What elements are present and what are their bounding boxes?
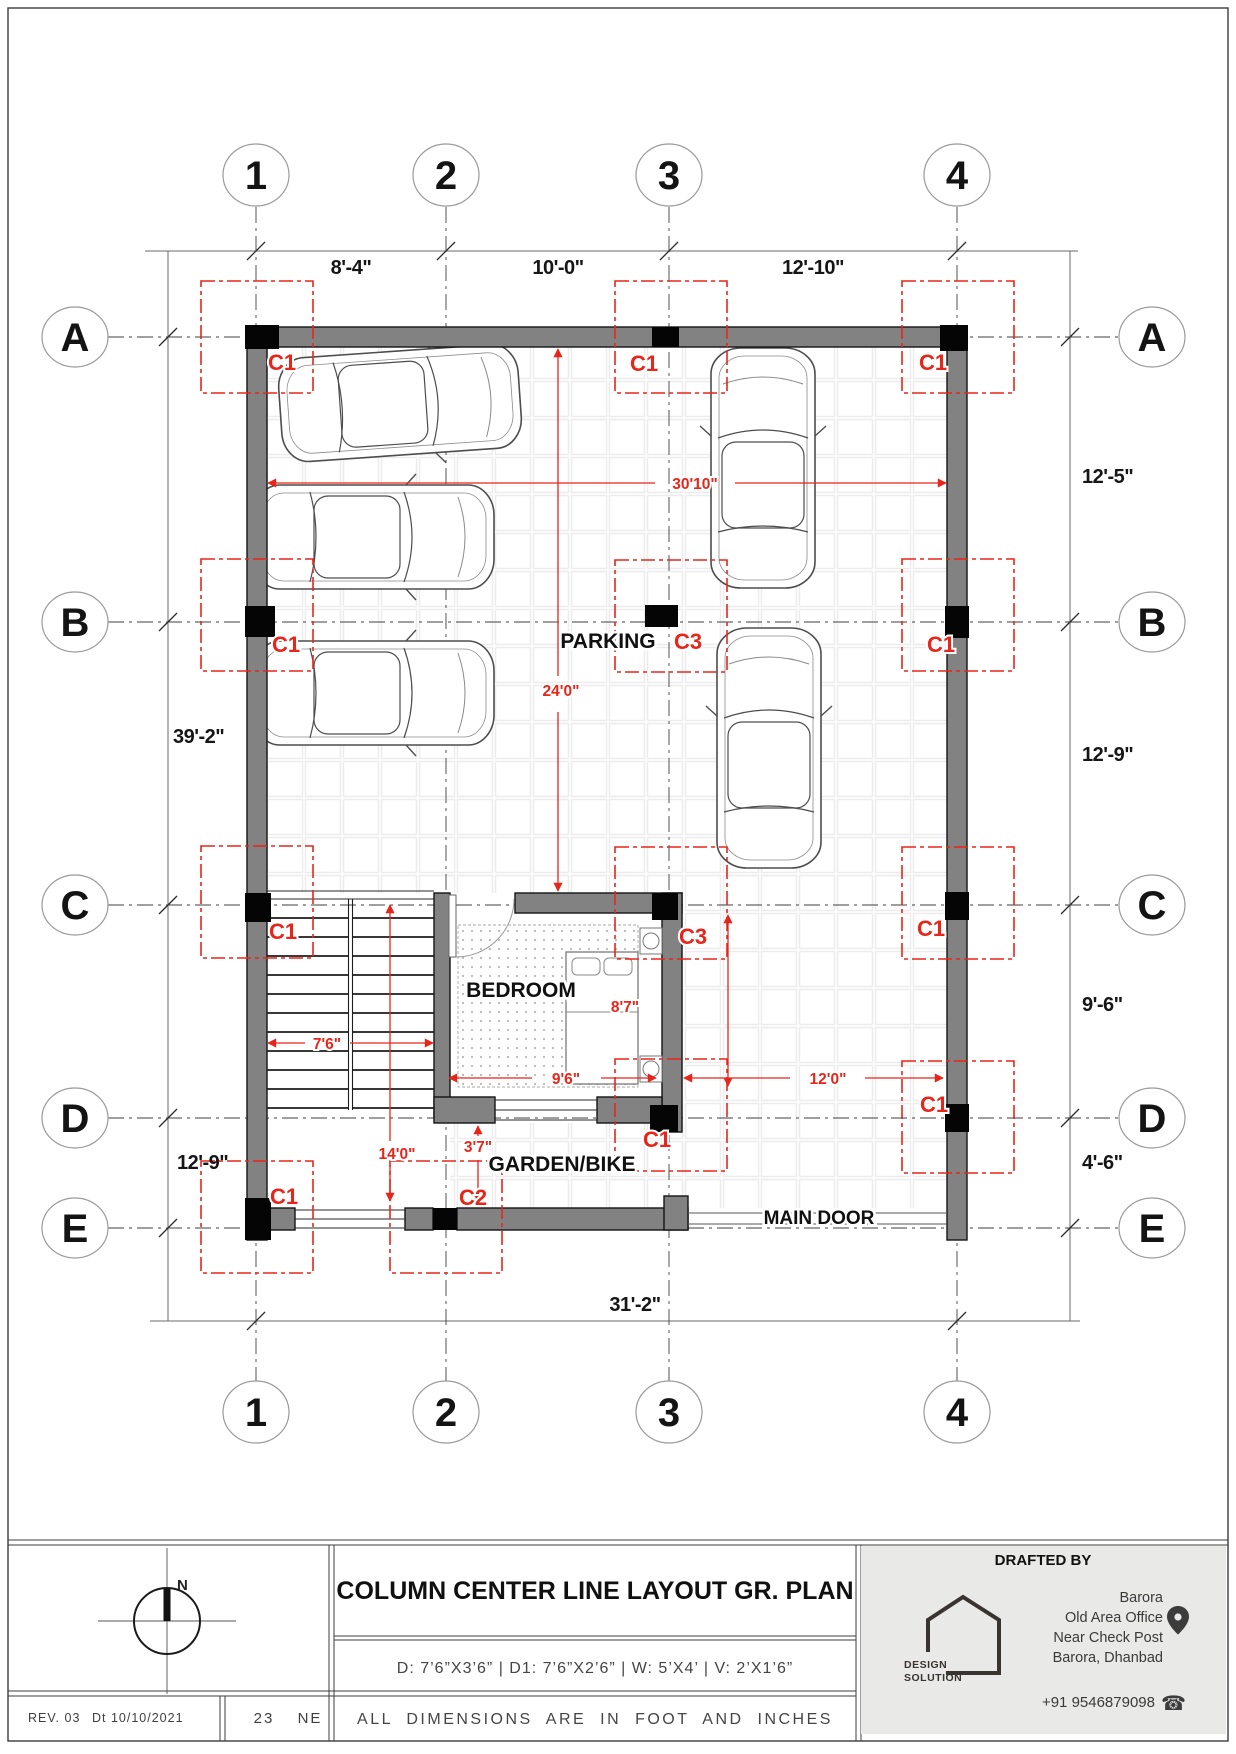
- grid-bubble-row-a-right: [1119, 307, 1185, 367]
- grid-bubble-col-1-bottom: [223, 1381, 289, 1443]
- address-line: Near Check Post: [1053, 1630, 1163, 1646]
- drafted-by-panel: [861, 1546, 1226, 1734]
- grid-bubble-col-2-top: [413, 144, 479, 206]
- grid-bubble-col-4-top: [924, 144, 990, 206]
- dim-parking-height: 24'0": [542, 683, 580, 700]
- pillow: [604, 958, 632, 975]
- svg-text:C: C: [1137, 884, 1167, 928]
- svg-text:2: 2: [434, 154, 458, 198]
- grid-bubble-row-a-left: [42, 307, 108, 367]
- column-tag: C1: [630, 351, 659, 376]
- grid-bubble-row-d-right: [1119, 1088, 1185, 1148]
- phone-icon: ☎: [1161, 1693, 1186, 1715]
- room-label-bedroom: BEDROOM: [466, 979, 576, 1002]
- title-block: [8, 1540, 1228, 1741]
- dim-bottom-left: 12'-9": [177, 1152, 229, 1174]
- svg-text:A: A: [60, 316, 90, 360]
- grid-bubble-row-e-right: [1119, 1198, 1185, 1258]
- column-tag: C1: [270, 1184, 299, 1209]
- svg-text:C: C: [60, 884, 90, 928]
- dim-top-3: 12'-10": [782, 257, 844, 279]
- grid-bubble-col-2-bottom: [413, 1381, 479, 1443]
- dim-stair-height: 14'0": [378, 1146, 416, 1163]
- north-label: N: [177, 1577, 188, 1594]
- svg-text:2: 2: [434, 1391, 458, 1435]
- dim-top-1: 8'-4": [330, 257, 372, 279]
- grid-bubble-col-3-bottom: [636, 1381, 702, 1443]
- grid-bubble-col-1-top: [223, 144, 289, 206]
- svg-text:4: 4: [945, 154, 969, 198]
- column-tag: C3: [674, 629, 703, 654]
- grid-bubble-col-4-bottom: [924, 1381, 990, 1443]
- address-line: Barora: [1119, 1590, 1163, 1606]
- dim-bed-width: 9'6": [551, 1071, 581, 1088]
- north-arrow: [98, 1548, 236, 1694]
- car-bottom-right: [706, 628, 832, 868]
- address-line: Barora, Dhanbad: [1052, 1650, 1163, 1666]
- drafted-by-heading: DRAFTED BY: [994, 1552, 1092, 1569]
- column-tag: C1: [268, 350, 297, 375]
- svg-text:B: B: [60, 601, 90, 645]
- pillow: [572, 958, 600, 975]
- svg-text:E: E: [1138, 1207, 1166, 1251]
- svg-text:3: 3: [657, 1391, 681, 1435]
- column-tag: C2: [459, 1185, 488, 1210]
- car-top-right: [700, 348, 826, 588]
- grid-bubble-row-c-left: [42, 875, 108, 935]
- units-note: ALL DIMENSIONS ARE IN FOOT AND INCHES: [357, 1711, 833, 1728]
- svg-text:1: 1: [244, 154, 268, 198]
- column-tag: C1: [272, 632, 301, 657]
- dim-right-2: 12'-9": [1082, 744, 1134, 766]
- revision-label: REV. 03: [28, 1711, 81, 1725]
- grid-bubble-row-e-left: [42, 1198, 108, 1258]
- svg-text:1: 1: [244, 1391, 268, 1435]
- column-tag: C1: [920, 1092, 949, 1117]
- svg-text:D: D: [1137, 1097, 1167, 1141]
- dim-right-width: 12'0": [809, 1071, 847, 1088]
- svg-text:D: D: [60, 1097, 90, 1141]
- door-window-schedule: D: 7’6”X3’6” | D1: 7’6”X2’6” | W: 5’X4’ | V: 2’X1’6”: [396, 1660, 794, 1677]
- dim-right-3: 9'-6": [1082, 994, 1123, 1016]
- grid-bubble-row-c-right: [1119, 875, 1185, 935]
- dim-right-1: 12'-5": [1082, 466, 1134, 488]
- svg-text:4: 4: [945, 1391, 969, 1435]
- column-tag: C1: [917, 916, 946, 941]
- dim-parking-width: 30'10": [672, 476, 718, 493]
- dim-top-2: 10'-0": [532, 257, 584, 279]
- dim-bed-height: 8'7": [610, 999, 640, 1016]
- address-line: Old Area Office: [1064, 1610, 1163, 1626]
- revision-date: Dt 10/10/2021: [92, 1711, 184, 1725]
- column-tag: C1: [643, 1127, 672, 1152]
- phone-number: +91 9546879098: [1041, 1694, 1155, 1711]
- svg-text:B: B: [1137, 601, 1167, 645]
- car-middle-left: [254, 474, 494, 600]
- room-label-garden: GARDEN/BIKE: [488, 1153, 636, 1176]
- svg-text:A: A: [1137, 316, 1167, 360]
- grid-bubble-row-b-right: [1119, 592, 1185, 652]
- grid-bubble-row-d-left: [42, 1088, 108, 1148]
- svg-text:3: 3: [657, 154, 681, 198]
- sheet-number: 23: [253, 1710, 275, 1727]
- grid-bubble-col-3-top: [636, 144, 702, 206]
- dim-stair-width: 7'6": [312, 1036, 342, 1053]
- room-label-main-door: MAIN DOOR: [763, 1208, 875, 1229]
- drawing-title: COLUMN CENTER LINE LAYOUT GR. PLAN: [336, 1577, 854, 1605]
- sheet-code: NE: [297, 1710, 323, 1727]
- column-tag: C1: [927, 632, 956, 657]
- logo-text-1: DESIGN: [904, 1659, 948, 1671]
- dim-bottom-total: 31'-2": [609, 1294, 661, 1316]
- svg-text:E: E: [61, 1207, 89, 1251]
- dim-garden-height: 3'7": [463, 1139, 493, 1156]
- room-label-parking: PARKING: [560, 630, 656, 653]
- logo-text-2: SOLUTION: [904, 1672, 963, 1684]
- column-tag: C3: [679, 924, 708, 949]
- grid-bubble-row-b-left: [42, 592, 108, 652]
- dim-left-total: 39'-2": [173, 726, 225, 748]
- dim-right-4: 4'-6": [1082, 1152, 1123, 1174]
- column-tag: C1: [919, 350, 948, 375]
- column-tag: C1: [269, 919, 298, 944]
